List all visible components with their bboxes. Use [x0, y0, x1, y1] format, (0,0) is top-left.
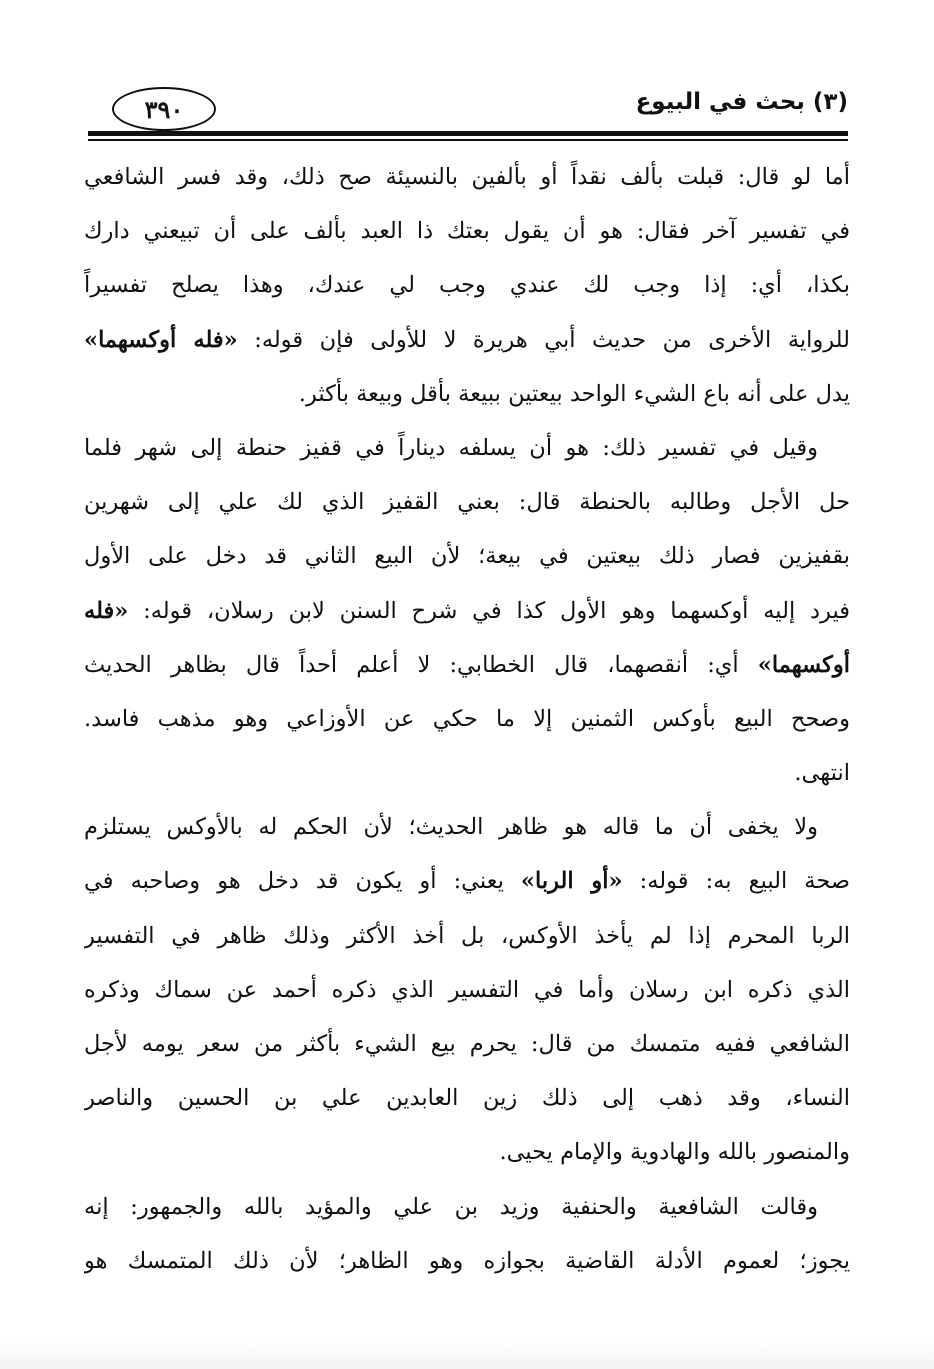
text-line — [84, 150, 850, 204]
bold-quote-segment: «أو الربا» — [520, 868, 623, 895]
text-segment: الشافعي ففيه متمسك من قال: يحرم بيع الشيء بأكثر من سعر يومه لأجل — [84, 1031, 850, 1057]
text-segment: أما لو قال: قبلت بألف نقداً أو بألفين بالنسيئة صح ذلك، وقد فسر الشافعي — [84, 164, 850, 190]
text-line — [84, 800, 850, 854]
text-line — [84, 584, 850, 638]
text-line — [84, 963, 850, 1017]
bold-quote-segment: أوكسهما» — [757, 651, 850, 678]
page-edge-shadow — [0, 1339, 934, 1369]
text-line — [84, 367, 850, 421]
text-line — [84, 638, 850, 692]
text-segment: للرواية الأخرى من حديث أبي هريرة لا للأولى فإن قوله: — [237, 326, 850, 353]
body-text — [84, 150, 850, 1288]
text-segment: يدل على أنه باع الشيء الواحد بيعتين ببيعة بأقل وبيعة بأكثر. — [298, 380, 850, 407]
text-segment: أي: أنقصهما، قال الخطابي: لا أعلم أحداً قال بظاهر الحديث — [84, 651, 758, 678]
text-segment: فيرد إليه أوكسهما وهو الأول كذا في شرح السنن لابن رسلان، قوله: — [128, 597, 850, 624]
text-segment: الذي ذكره ابن رسلان وأما في التفسير الذي ذكره أحمد عن سماك وذكره — [84, 976, 850, 1003]
bold-quote-segment: «فله — [84, 597, 129, 624]
text-line — [84, 313, 850, 367]
text-line — [84, 692, 850, 746]
text-segment: والمنصور بالله والهادوية والإمام يحيى. — [499, 1139, 850, 1166]
header-rule-thick — [88, 131, 848, 136]
text-line — [84, 421, 850, 475]
text-line — [84, 475, 850, 529]
header-rule-thin — [88, 139, 848, 141]
text-line — [84, 1125, 850, 1179]
bold-quote-segment: «فله أوكسهما» — [84, 326, 238, 353]
running-title: (٣) بحث في البيوع — [635, 89, 848, 115]
text-line — [84, 854, 850, 908]
text-line — [84, 1017, 850, 1071]
text-line — [84, 258, 850, 312]
text-segment: الربا المحرم إذا لم يأخذ الأوكس، بل أخذ الأكثر وذلك ظاهر في التفسير — [84, 922, 850, 949]
text-line — [84, 1180, 850, 1234]
text-segment: وقالت الشافعية والحنفية وزيد بن علي والمؤيد بالله والجمهور: إنه — [84, 1193, 818, 1220]
text-segment: يعني: أو يكون قد دخل هو وصاحبه في — [84, 868, 521, 895]
text-line — [84, 529, 850, 583]
text-segment: في تفسير آخر فقال: هو أن يقول بعتك ذا العبد بألف على أن تبيعني دارك — [84, 218, 850, 245]
text-segment: حل الأجل وطالبه بالحنطة قال: بعني القفيز الذي لك علي إلى شهرين — [84, 489, 850, 516]
text-segment: وقيل في تفسير ذلك: هو أن يسلفه ديناراً في قفيز حنطة إلى شهر فلما — [84, 434, 818, 461]
text-line — [84, 204, 850, 258]
text-line — [84, 909, 850, 963]
page-number: ٣٩٠ — [112, 87, 216, 131]
text-segment: يجوز؛ لعموم الأدلة القاضية بجوازه وهو الظاهر؛ لأن ذلك المتمسك هو — [84, 1247, 850, 1274]
text-segment: صحة البيع به: قوله: — [622, 868, 850, 895]
text-segment: بقفيزين فصار ذلك بيعتين في بيعة؛ لأن البيع الثاني قد دخل على الأول — [84, 543, 850, 570]
text-line — [84, 746, 850, 800]
text-segment: ولا يخفى أن ما قاله هو ظاهر الحديث؛ لأن الحكم له بالأوكس يستلزم — [84, 814, 818, 841]
text-line — [84, 1234, 850, 1288]
text-line — [84, 1071, 850, 1125]
text-segment: بكذا، أي: إذا وجب لك عندي وجب لي عندك، وهذا يصلح تفسيراً — [84, 272, 850, 299]
page-header — [88, 85, 848, 145]
text-segment: وصحح البيع بأوكس الثمنين إلا ما حكي عن الأوزاعي وهو مذهب فاسد. — [84, 705, 850, 732]
text-segment: النساء، وقد ذهب إلى ذلك زين العابدين علي بن الحسين والناصر — [84, 1085, 850, 1112]
text-segment: انتهى. — [794, 760, 850, 787]
